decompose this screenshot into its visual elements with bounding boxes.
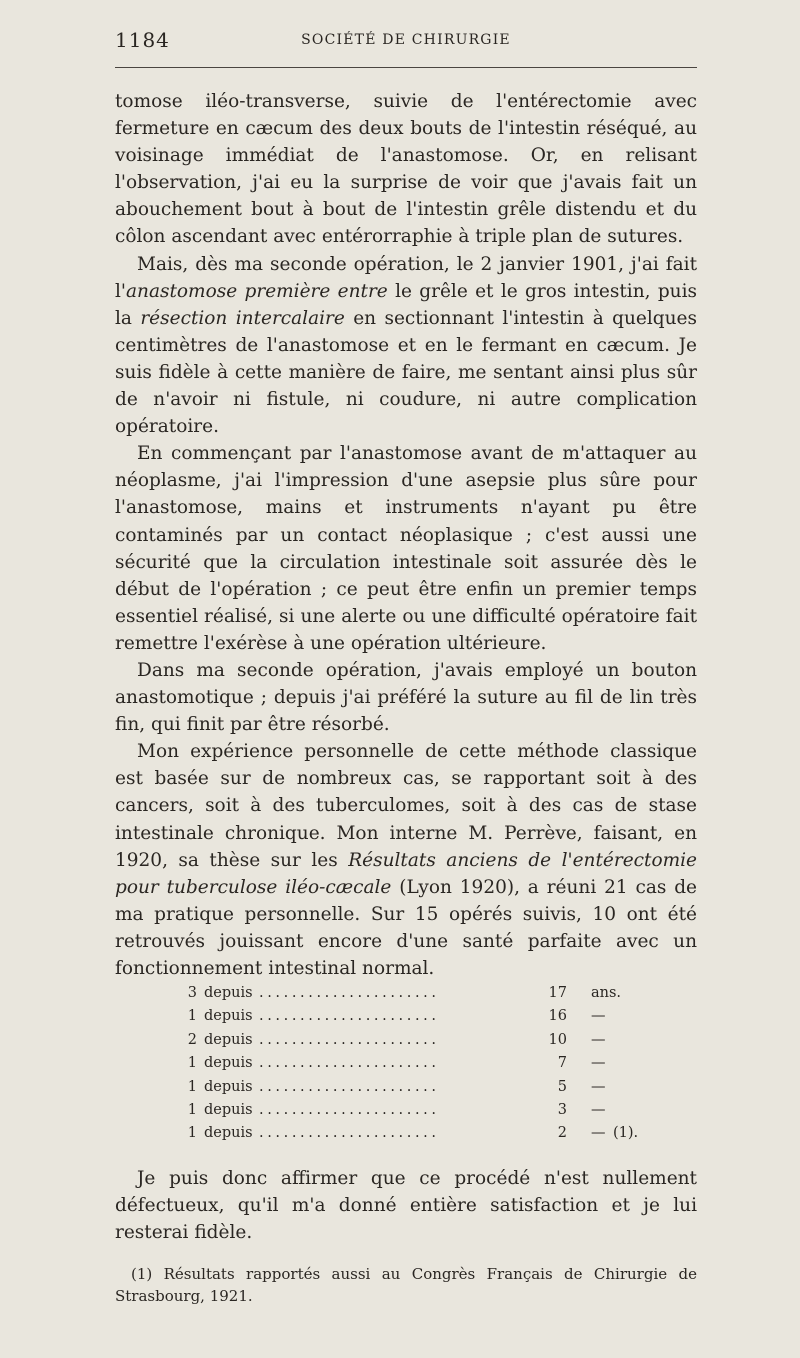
row-label: depuis [204, 1125, 253, 1142]
paragraph-3: En commençant par l'anastomose avant de m'attaquer au néoplasme, j'ai l'impression d'une asepsie plus sûre pour l'anastomose, mains et instruments n'ayant pu être contaminés par un contact néoplasique ; c'est aussi une sécurité que la circulation intestinale soit assurée dès le début de l'opération ; ce peut être enfin un premier temps essentiel réalisé, si une alerte ou une difficulté opératoire fait remettre l'exérèse à une opération ultérieure. [115, 443, 697, 654]
row-leader: ...................... [259, 1008, 440, 1025]
row-count: 1 [187, 1008, 197, 1025]
thesis-title: Résultats anciens de l'entérectomie pour tuberculose iléo-cæcale [115, 849, 697, 898]
row-label: depuis [204, 1078, 253, 1095]
closing-text [115, 1165, 697, 1246]
row-unit: ans. [591, 985, 622, 1001]
row-leader: ...................... [259, 1031, 440, 1048]
footnote [115, 1264, 697, 1307]
table-row [185, 1029, 645, 1052]
row-value: 3 [557, 1101, 567, 1118]
row-value: 16 [548, 1008, 567, 1025]
running-title: SOCIÉTÉ DE CHIRURGIE [301, 32, 511, 48]
table-row [185, 1099, 645, 1122]
paragraph-5 [115, 738, 697, 982]
table-row [185, 1005, 645, 1028]
paragraph-2-text-b: le grêle et le gros intestin, puis la [115, 280, 697, 329]
paragraph-1: tomose iléo-transverse, suivie de l'entérectomie avec fermeture en cæcum des deux bouts de l'intestin réséqué, au voisinage immédiat de l'anastomose. Or, en relisant l'observation, j'ai eu la surprise de voir que j'avais fait un abouchement bout à bout de l'intestin grêle distendu et du côlon ascendant avec entérorraphie à triple plan de sutures. [115, 91, 697, 248]
row-label: depuis [204, 985, 253, 1001]
row-count: 2 [187, 1031, 197, 1048]
row-leader: ...................... [259, 1055, 440, 1072]
table-row [185, 1122, 645, 1145]
row-value: 7 [557, 1055, 567, 1072]
row-label: depuis [204, 1031, 253, 1048]
page-header [115, 28, 697, 54]
footnote-reference: (1). [613, 1125, 639, 1142]
row-leader: ...................... [259, 1101, 440, 1118]
table-row [185, 1076, 645, 1099]
row-unit: — [591, 1031, 606, 1048]
paragraph-2-text-a: Mais, dès ma seconde opération, le 2 janvier 1901, j'ai fait l' [115, 253, 697, 302]
row-unit: — [591, 1008, 606, 1025]
page-number: 1184 [115, 28, 170, 52]
row-unit: — [591, 1125, 606, 1142]
row-value: 10 [548, 1031, 567, 1048]
row-unit: — [591, 1055, 606, 1072]
closing-paragraph: Je puis donc affirmer que ce procédé n'est nullement défectueux, qu'il m'a donné entière satisfaction et je lui resterai fidèle. [115, 1168, 697, 1243]
paragraph-4: Dans ma seconde opération, j'avais employé un bouton anastomotique ; depuis j'ai préféré la suture au fil de lin très fin, qui finit par être résorbé. [115, 659, 697, 736]
main-text [115, 88, 697, 982]
row-label: depuis [204, 1055, 253, 1072]
row-label: depuis [204, 1008, 253, 1025]
row-leader: ...................... [259, 1125, 440, 1142]
results-table [185, 982, 645, 1146]
row-count: 1 [187, 1125, 197, 1142]
row-label: depuis [204, 1101, 253, 1118]
row-leader: ...................... [259, 1078, 440, 1095]
paragraph-2-italic-a: anastomose première entre [126, 280, 388, 302]
paragraph-2-text-c: en sectionnant l'intestin à quelques centimètres de l'anastomose et en le fermant en cæcum. Je suis fidèle à cette manière de faire, me sentant ainsi plus sûr de n'avoir ni fistule, ni coudure, ni autre complication opératoire. [115, 307, 697, 438]
row-unit: — [591, 1101, 606, 1118]
paragraph-2-italic-b: résection intercalaire [140, 307, 345, 329]
header-rule [115, 67, 697, 68]
row-count: 3 [187, 985, 197, 1001]
paragraph-5-text-a: Mon expérience personnelle de cette méthode classique est basée sur de nombreux cas, se rapportant soit à des cancers, soit à des tuberculomes, soit à des cas de stase intestinale chronique. Mon interne M. Perrève, faisant, en 1920, sa thèse sur les [115, 741, 697, 871]
row-unit: — [591, 1078, 606, 1095]
table-row [185, 1052, 645, 1075]
row-leader: ...................... [259, 985, 440, 1001]
footnote-text: (1) Résultats rapportés aussi au Congrès Français de Chirurgie de Strasbourg, 1921. [115, 1265, 697, 1305]
table-row [185, 982, 645, 1005]
paragraph-5-text-b: (Lyon 1920), a réuni 21 cas de ma pratique personnelle. Sur 15 opérés suivis, 10 ont été retrouvés jouissant encore d'une santé parfaite avec un fonctionnement intestinal normal. [115, 876, 698, 979]
paragraph-2 [115, 251, 697, 441]
row-count: 1 [187, 1078, 197, 1095]
row-value: 5 [557, 1078, 567, 1095]
row-count: 1 [187, 1055, 197, 1072]
row-value: 17 [548, 985, 567, 1001]
row-value: 2 [557, 1125, 567, 1142]
row-count: 1 [187, 1101, 197, 1118]
